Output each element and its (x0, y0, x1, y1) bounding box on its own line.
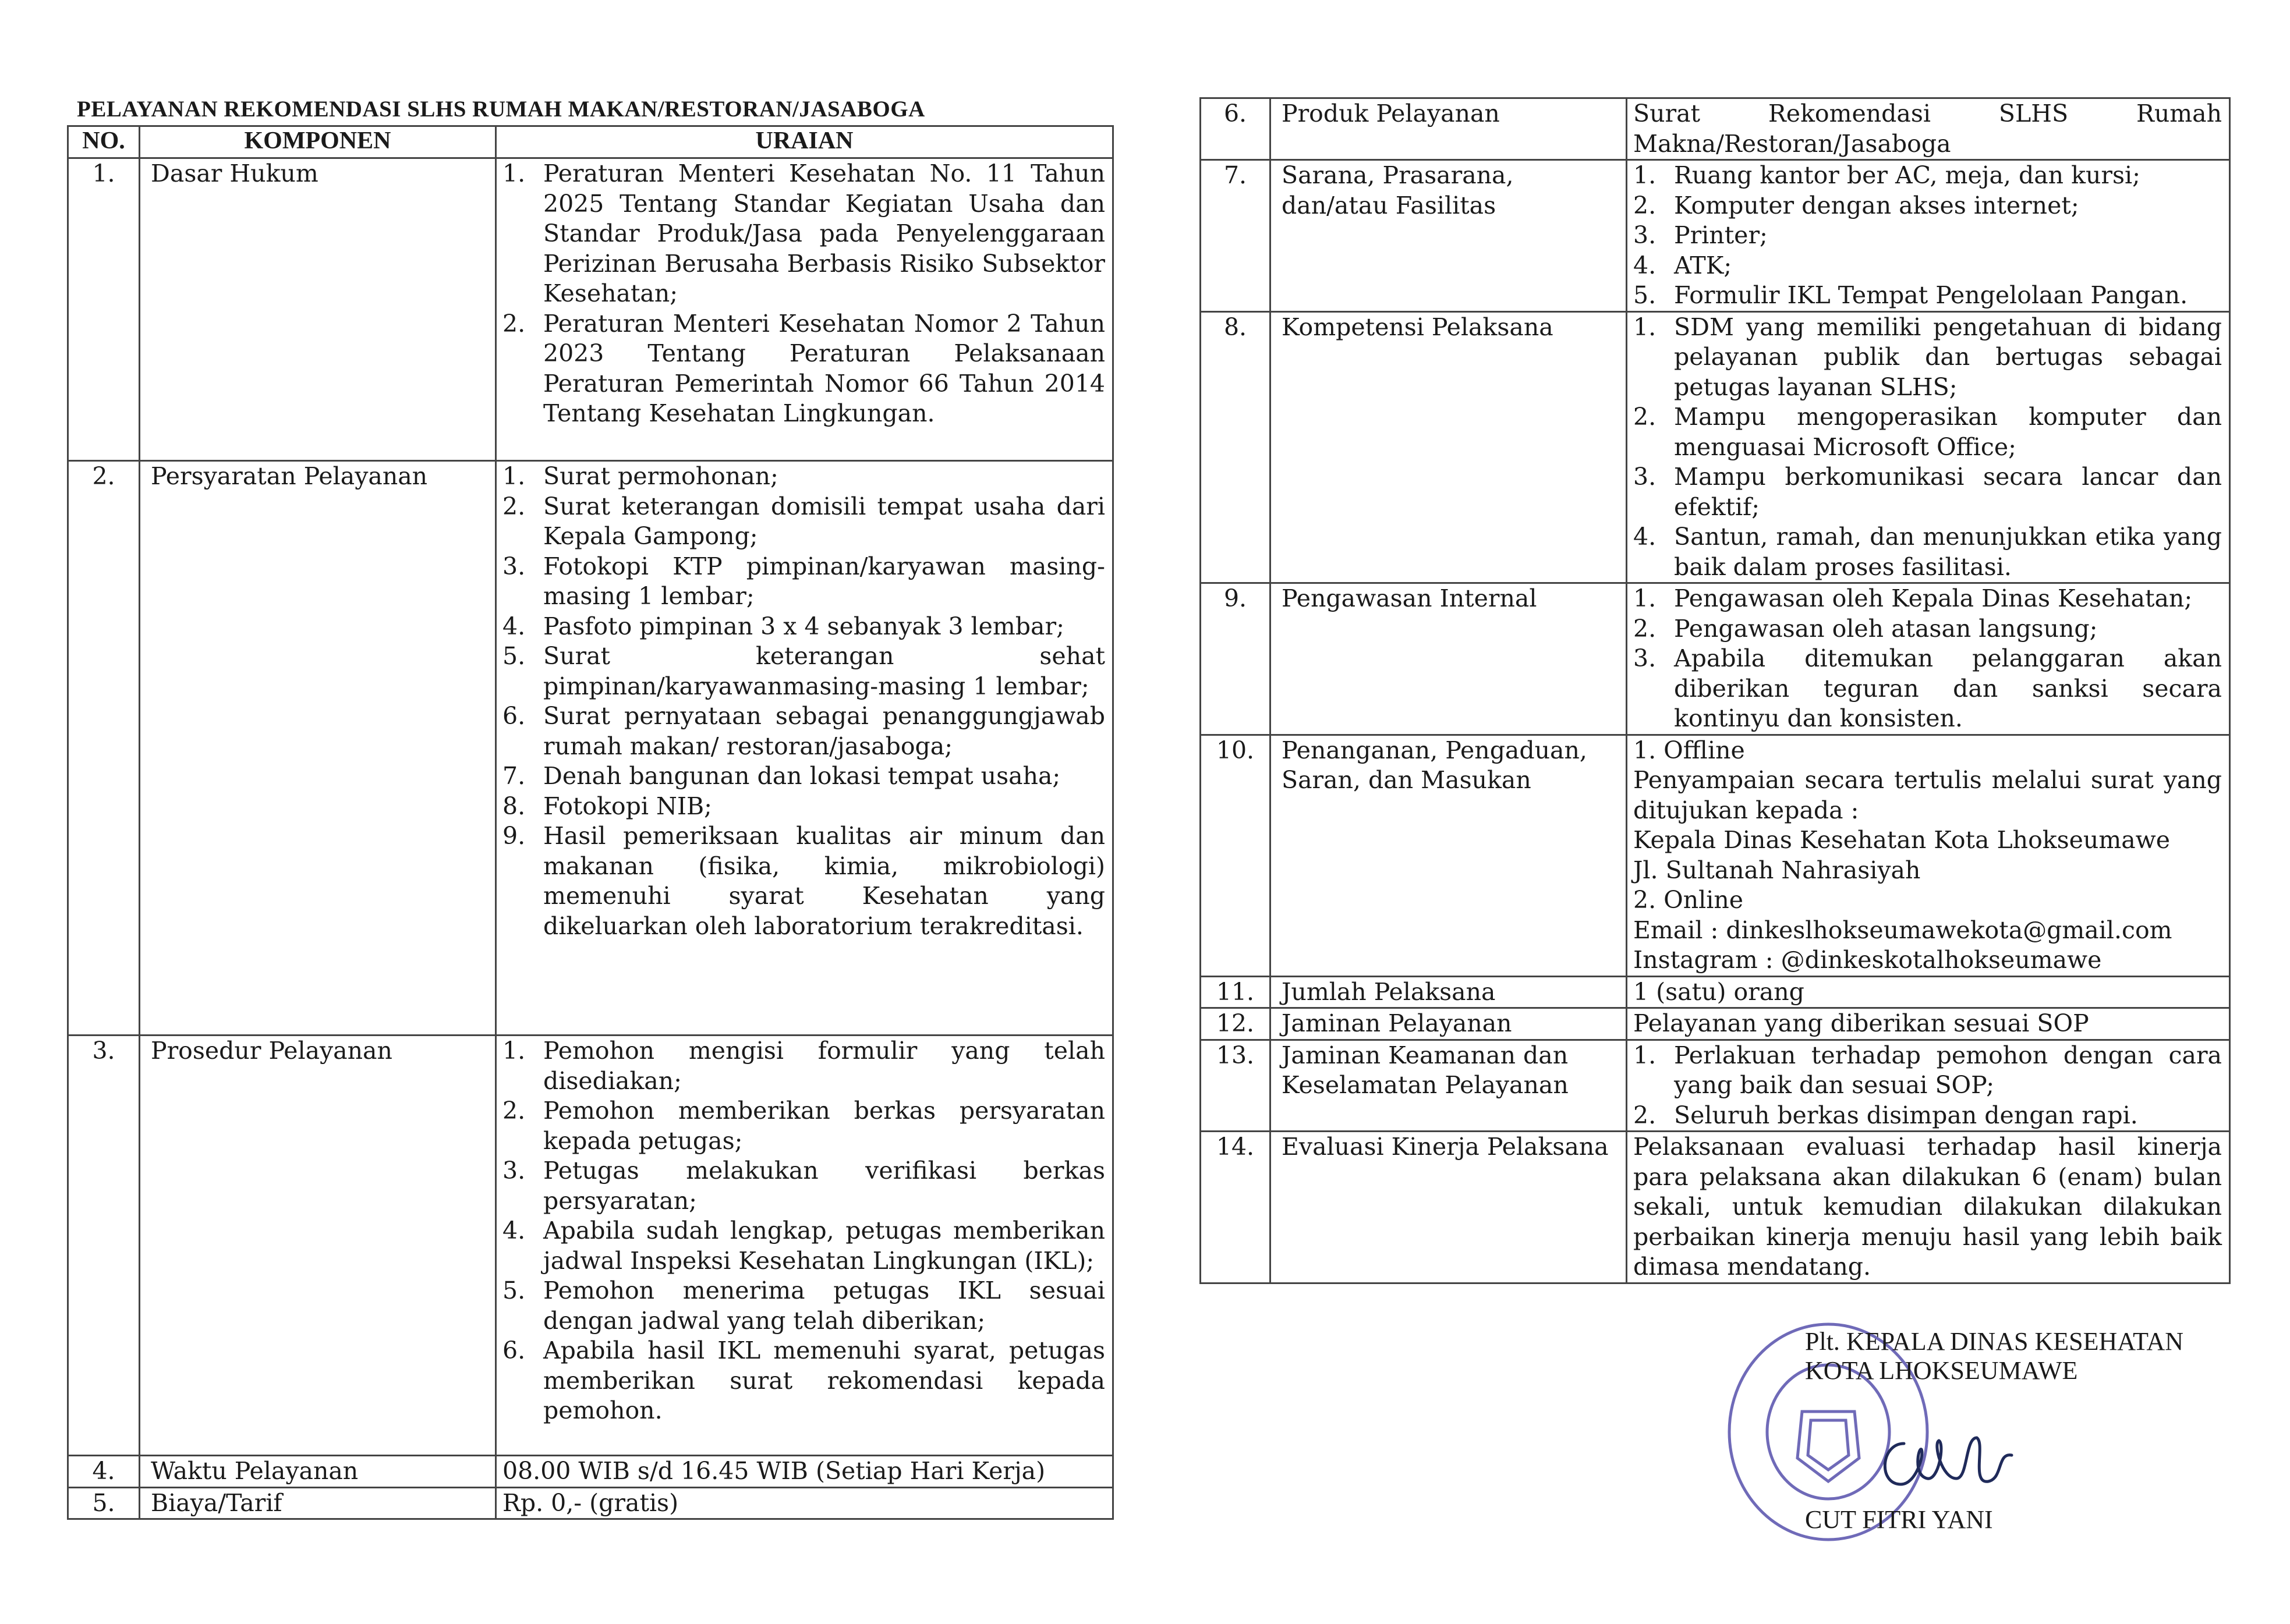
list-item (502, 1096, 1105, 1156)
uraian-line: Jl. Sultanah Nahrasiyah (1633, 856, 1921, 884)
row-uraian (1627, 160, 2230, 312)
item-text: Pemohon mengisi formulir yang telah disediakan; (543, 1037, 1105, 1095)
row-uraian (1627, 98, 2230, 160)
row-uraian (496, 1487, 1113, 1519)
item-text: Pasfoto pimpinan 3 x 4 sebanyak 3 lembar; (543, 612, 1064, 640)
table-row (68, 158, 1113, 461)
list-item (502, 492, 1105, 552)
item-text: SDM yang memiliki pengetahuan di bidang pelayanan publik dan bertugas sebagai petugas layanan SLHS; (1674, 313, 2222, 401)
uraian-line: 2. Online (1633, 886, 1744, 914)
table-row (68, 461, 1113, 1036)
item-number: 1. (502, 1037, 526, 1065)
item-text: Pemohon menerima petugas IKL sesuai dengan jadwal yang telah diberikan; (543, 1276, 1105, 1335)
row-number: 4. (68, 1456, 140, 1488)
item-number: 2. (502, 1097, 526, 1125)
item-text: Fotokopi KTP pimpinan/karyawan masing-masing 1 lembar; (543, 552, 1105, 610)
left-service-table (67, 125, 1114, 1520)
item-text: Denah bangunan dan lokasi tempat usaha; (543, 762, 1061, 790)
item-text: Surat keterangan domisili tempat usaha dari Kepala Gampong; (543, 492, 1105, 550)
item-text: Ruang kantor ber AC, meja, dan kursi; (1674, 161, 2140, 189)
item-number: 6. (502, 1336, 526, 1364)
item-number: 1. (1633, 313, 1657, 341)
item-number: 5. (502, 1276, 526, 1304)
row-komponen: Biaya/Tarif (140, 1487, 496, 1519)
signature-block (1805, 1327, 2236, 1385)
list-item (1633, 584, 2222, 614)
uraian-list (502, 462, 1105, 941)
table-row (1201, 583, 2230, 735)
table-row (1201, 976, 2230, 1008)
row-komponen: Persyaratan Pelayanan (140, 461, 496, 1036)
header-uraian: URAIAN (496, 126, 1113, 158)
row-number: 6. (1201, 98, 1270, 160)
list-item (502, 792, 1105, 822)
item-number: 9. (502, 822, 526, 850)
list-item (502, 552, 1105, 612)
item-text: Mampu mengoperasikan komputer dan menguasai Microsoft Office; (1674, 403, 2222, 461)
uraian-line: Surat Rekomendasi SLHS Rumah Makna/Restoran/Jasaboga (1633, 100, 2222, 158)
table-row (1201, 311, 2230, 583)
list-item (502, 1216, 1105, 1276)
item-number: 1. (1633, 161, 1657, 189)
row-number: 10. (1201, 735, 1270, 976)
list-item (502, 1156, 1105, 1216)
uraian-list (502, 1036, 1105, 1426)
list-item (502, 1276, 1105, 1336)
list-item (1633, 1041, 2222, 1101)
item-text: Santun, ramah, dan menunjukkan etika yang baik dalam proses fasilitasi. (1674, 523, 2222, 581)
item-number: 2. (502, 492, 526, 520)
row-komponen: Sarana, Prasarana, dan/atau Fasilitas (1270, 160, 1627, 312)
list-item (502, 309, 1105, 429)
item-number: 4. (502, 612, 526, 640)
row-number: 9. (1201, 583, 1270, 735)
uraian-line: Kepala Dinas Kesehatan Kota Lhokseumawe (1633, 826, 2170, 854)
uraian-line: 1. Offline (1633, 736, 1745, 764)
table-row (1201, 1040, 2230, 1132)
table-row (68, 1487, 1113, 1519)
table-row (68, 1036, 1113, 1456)
uraian-line: Instagram : @dinkeskotalhokseumawe (1633, 946, 2102, 974)
row-komponen: Dasar Hukum (140, 158, 496, 461)
item-number: 8. (502, 792, 526, 820)
list-item (502, 462, 1105, 492)
row-komponen: Evaluasi Kinerja Pelaksana (1270, 1132, 1627, 1283)
row-komponen: Jumlah Pelaksana (1270, 976, 1627, 1008)
row-komponen: Jaminan Keamanan dan Keselamatan Pelayanan (1270, 1040, 1627, 1132)
uraian-list (502, 159, 1105, 429)
list-item (1633, 462, 2222, 522)
row-uraian (1627, 583, 2230, 735)
list-item (502, 821, 1105, 941)
list-item (1633, 614, 2222, 644)
row-komponen: Kompetensi Pelaksana (1270, 311, 1627, 583)
table-row (1201, 735, 2230, 976)
item-text: Mampu berkomunikasi secara lancar dan efektif; (1674, 463, 2222, 521)
row-komponen: Waktu Pelayanan (140, 1456, 496, 1488)
uraian-list (1633, 584, 2222, 734)
item-number: 4. (1633, 251, 1657, 279)
item-number: 1. (1633, 1041, 1657, 1069)
list-item (1633, 313, 2222, 403)
header-no: NO. (68, 126, 140, 158)
uraian-line: Email : dinkeslhokseumawekota@gmail.com (1633, 916, 2172, 944)
list-item (502, 1336, 1105, 1426)
item-text: Surat permohonan; (543, 462, 778, 490)
list-item (1633, 191, 2222, 221)
table-row (1201, 1008, 2230, 1040)
document-title: PELAYANAN REKOMENDASI SLHS RUMAH MAKAN/RESTORAN/JASABOGA (77, 97, 925, 122)
item-number: 5. (502, 642, 526, 670)
item-text: Apabila sudah lengkap, petugas memberikan jadwal Inspeksi Kesehatan Lingkungan (IKL); (543, 1217, 1105, 1275)
item-text: Pengawasan oleh atasan langsung; (1674, 614, 2098, 643)
list-item (1633, 281, 2222, 311)
row-komponen: Jaminan Pelayanan (1270, 1008, 1627, 1040)
row-number: 13. (1201, 1040, 1270, 1132)
list-item (1633, 161, 2222, 191)
item-number: 2. (1633, 191, 1657, 219)
row-uraian (1627, 976, 2230, 1008)
item-number: 2. (1633, 403, 1657, 431)
header-komponen: KOMPONEN (140, 126, 496, 158)
row-number: 2. (68, 461, 140, 1036)
list-item (1633, 402, 2222, 462)
list-item (502, 1036, 1105, 1096)
right-service-table (1199, 97, 2231, 1284)
item-number: 1. (1633, 584, 1657, 612)
uraian-line: Pelayanan yang diberikan sesuai SOP (1633, 1009, 2089, 1037)
row-uraian (1627, 1040, 2230, 1132)
row-uraian (496, 1456, 1113, 1488)
table-row (1201, 160, 2230, 312)
item-text: Apabila hasil IKL memenuhi syarat, petugas memberikan surat rekomendasi kepada pemohon. (543, 1336, 1105, 1424)
item-number: 3. (1633, 221, 1657, 249)
uraian-list (1633, 161, 2222, 311)
list-item (1633, 251, 2222, 281)
row-uraian (496, 461, 1113, 1036)
item-text: Komputer dengan akses internet; (1674, 191, 2079, 219)
uraian-list (1633, 1041, 2222, 1131)
item-number: 1. (502, 159, 526, 187)
item-number: 3. (502, 1157, 526, 1185)
item-number: 2. (1633, 1101, 1657, 1129)
row-number: 11. (1201, 976, 1270, 1008)
item-text: Peraturan Menteri Kesehatan No. 11 Tahun 2025 Tentang Standar Kegiatan Usaha dan Standar Produk/Jasa pada Penyelenggaraan Perizinan Berusaha Berbasis Risiko Subsektor Kesehatan; (543, 159, 1105, 307)
item-text: Pemohon memberikan berkas persyaratan kepada petugas; (543, 1097, 1105, 1155)
uraian-line: 1 (satu) orang (1633, 977, 1804, 1006)
row-komponen: Pengawasan Internal (1270, 583, 1627, 735)
row-komponen: Prosedur Pelayanan (140, 1036, 496, 1456)
uraian-line: Penyampaian secara tertulis melalui surat yang ditujukan kepada : (1633, 766, 2222, 824)
list-item (1633, 1101, 2222, 1131)
item-number: 4. (1633, 523, 1657, 551)
item-number: 3. (1633, 463, 1657, 491)
item-number: 1. (502, 462, 526, 490)
item-text: Peraturan Menteri Kesehatan Nomor 2 Tahun 2023 Tentang Peraturan Pelaksanaan Peraturan Pemerintah Nomor 66 Tahun 2014 Tentang Kesehatan Lingkungan. (543, 309, 1105, 427)
row-number: 8. (1201, 311, 1270, 583)
row-uraian (1627, 1132, 2230, 1283)
item-text: Pengawasan oleh Kepala Dinas Kesehatan; (1674, 584, 2193, 612)
item-number: 7. (502, 762, 526, 790)
uraian-list (1633, 313, 2222, 583)
item-text: Surat pernyataan sebagai penanggungjawab rumah makan/ restoran/jasaboga; (543, 702, 1105, 760)
table-row (1201, 1132, 2230, 1283)
item-text: Apabila ditemukan pelanggaran akan diberikan teguran dan sanksi secara kontinyu dan konsisten. (1674, 644, 2222, 732)
list-item (1633, 221, 2222, 251)
item-text: Formulir IKL Tempat Pengelolaan Pangan. (1674, 281, 2188, 309)
item-number: 6. (502, 702, 526, 730)
uraian-line: Pelaksanaan evaluasi terhadap hasil kinerja para pelaksana akan dilakukan 6 (enam) bulan sekali, untuk kemudian dilakukan dilakukan perbaikan kinerja menuju hasil yang lebih baik dimasa mendatang. (1633, 1133, 2222, 1281)
item-text: Surat keterangan sehat pimpinan/karyawanmasing-masing 1 lembar; (543, 642, 1105, 700)
item-number: 5. (1633, 281, 1657, 309)
row-number: 5. (68, 1487, 140, 1519)
row-number: 7. (1201, 160, 1270, 312)
list-item (502, 761, 1105, 792)
item-number: 2. (1633, 614, 1657, 643)
item-text: Printer; (1674, 221, 1768, 249)
list-item (502, 612, 1105, 642)
row-komponen: Produk Pelayanan (1270, 98, 1627, 160)
item-text: Petugas melakukan verifikasi berkas persyaratan; (543, 1157, 1105, 1215)
list-item (502, 641, 1105, 701)
row-number: 1. (68, 158, 140, 461)
list-item (1633, 644, 2222, 734)
uraian-text: Rp. 0,- (gratis) (502, 1488, 679, 1517)
item-number: 2. (502, 309, 526, 338)
item-text: Hasil pemeriksaan kualitas air minum dan makanan (fisika, kimia, mikrobiologi) memenuhi syarat Kesehatan yang dikeluarkan oleh laboratorium terakreditasi. (543, 822, 1105, 940)
table-row (68, 1456, 1113, 1488)
item-number: 3. (502, 552, 526, 580)
list-item (502, 159, 1105, 309)
list-item (1633, 522, 2222, 582)
signatory-name: CUT FITRI YANI (1805, 1505, 1993, 1534)
signature-title-line2: KOTA LHOKSEUMAWE (1805, 1356, 2078, 1385)
list-item (502, 701, 1105, 761)
row-uraian (496, 158, 1113, 461)
row-komponen: Penanganan, Pengaduan, Saran, dan Masukan (1270, 735, 1627, 976)
item-number: 3. (1633, 644, 1657, 672)
item-text: ATK; (1674, 251, 1732, 279)
row-uraian (1627, 735, 2230, 976)
table-row (1201, 98, 2230, 160)
row-number: 12. (1201, 1008, 1270, 1040)
item-text: Seluruh berkas disimpan dengan rapi. (1674, 1101, 2138, 1129)
row-number: 3. (68, 1036, 140, 1456)
row-number: 14. (1201, 1132, 1270, 1283)
row-uraian (496, 1036, 1113, 1456)
signature-title-line1: Plt. KEPALA DINAS KESEHATAN (1805, 1327, 2184, 1356)
row-uraian (1627, 1008, 2230, 1040)
row-uraian (1627, 311, 2230, 583)
item-text: Fotokopi NIB; (543, 792, 712, 820)
item-number: 4. (502, 1217, 526, 1244)
item-text: Perlakuan terhadap pemohon dengan cara yang baik dan sesuai SOP; (1674, 1041, 2222, 1099)
handwritten-signature (1869, 1420, 2020, 1496)
uraian-text: 08.00 WIB s/d 16.45 WIB (Setiap Hari Kerja) (502, 1457, 1046, 1485)
